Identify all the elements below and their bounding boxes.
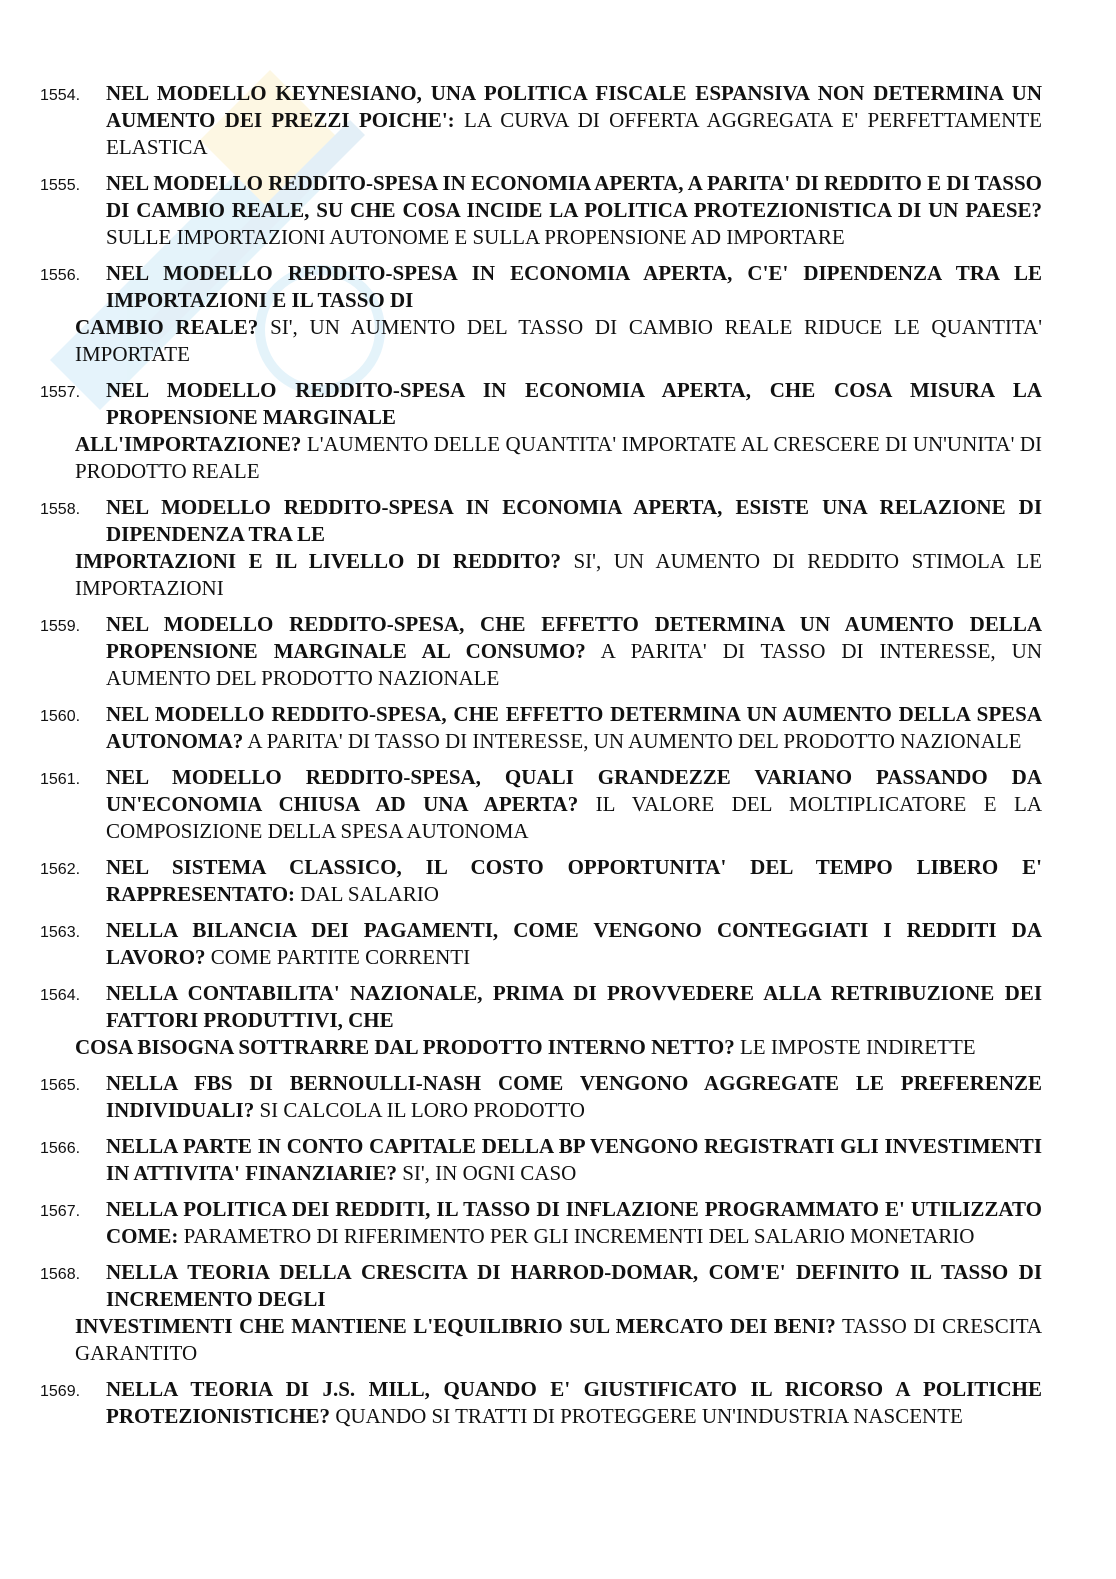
continuation-line — [75, 314, 1042, 368]
item-text — [106, 701, 1042, 755]
item-text — [106, 980, 1042, 1034]
answer-text: SULLE IMPORTAZIONI AUTONOME E SULLA PROPENSIONE AD IMPORTARE — [106, 225, 845, 249]
answer-text: IL VALORE DEL MOLTIPLICATORE E LA COMPOSIZIONE DELLA SPESA AUTONOMA — [106, 792, 1043, 843]
continuation-answer: SI', UN AUMENTO DI REDDITO STIMOLA LE IMPORTAZIONI — [75, 549, 1042, 600]
item-text — [106, 260, 1042, 314]
qa-item — [40, 1376, 1042, 1430]
continuation-question: ALL'IMPORTAZIONE? — [75, 432, 302, 456]
item-text — [106, 80, 1042, 161]
qa-item — [40, 1133, 1042, 1187]
item-number: 1568. — [40, 1266, 81, 1283]
item-number: 1562. — [40, 861, 81, 878]
item-number: 1569. — [40, 1383, 81, 1400]
answer-text: A PARITA' DI TASSO DI INTERESSE, UN AUMENTO DEL PRODOTTO NAZIONALE — [247, 729, 1022, 753]
answer-text: LA CURVA DI OFFERTA AGGREGATA E' PERFETTAMENTE ELASTICA — [106, 108, 1042, 159]
question-text: NEL MODELLO REDDITO-SPESA, CHE EFFETTO DETERMINA UN AUMENTO DELLA SPESA AUTONOMA? — [106, 702, 1042, 753]
continuation-answer: TASSO DI CRESCITA GARANTITO — [75, 1314, 1043, 1365]
question-text: NEL MODELLO REDDITO-SPESA, CHE EFFETTO DETERMINA UN AUMENTO DELLA PROPENSIONE MARGINALE AL CONSUMO? — [106, 612, 1042, 663]
qa-item — [40, 377, 1042, 485]
question-text: NEL MODELLO REDDITO-SPESA IN ECONOMIA APERTA, ESISTE UNA RELAZIONE DI DIPENDENZA TRA LE — [106, 495, 1042, 546]
qa-item — [40, 1196, 1042, 1250]
item-text — [106, 1070, 1042, 1124]
qa-item — [40, 764, 1042, 845]
question-text: NEL MODELLO REDDITO-SPESA IN ECONOMIA APERTA, A PARITA' DI REDDITO E DI TASSO DI CAMBIO REALE, SU CHE COSA INCIDE LA POLITICA PROTEZIONISTICA DI UN PAESE? — [106, 171, 1042, 222]
qa-item — [40, 611, 1042, 692]
item-number: 1561. — [40, 771, 81, 788]
answer-text: A PARITA' DI TASSO DI INTERESSE, UN AUMENTO DEL PRODOTTO NAZIONALE — [106, 639, 1042, 690]
item-number: 1556. — [40, 267, 81, 284]
continuation-question: IMPORTAZIONI E IL LIVELLO DI REDDITO? — [75, 549, 561, 573]
qa-item — [40, 980, 1042, 1061]
item-text — [106, 764, 1042, 845]
continuation-question: INVESTIMENTI CHE MANTIENE L'EQUILIBRIO SUL MERCATO DEI BENI? — [75, 1314, 836, 1338]
item-text — [106, 170, 1042, 251]
qa-item — [40, 1259, 1042, 1367]
item-number: 1566. — [40, 1140, 81, 1157]
question-text: NELLA TEORIA DELLA CRESCITA DI HARROD-DOMAR, COM'E' DEFINITO IL TASSO DI INCREMENTO DEGLI — [106, 1260, 1042, 1311]
question-text: NEL MODELLO REDDITO-SPESA IN ECONOMIA APERTA, CHE COSA MISURA LA PROPENSIONE MARGINALE — [106, 378, 1042, 429]
item-number: 1559. — [40, 618, 81, 635]
item-number: 1555. — [40, 177, 81, 194]
qa-item — [40, 170, 1042, 251]
question-text: NEL MODELLO REDDITO-SPESA IN ECONOMIA APERTA, C'E' DIPENDENZA TRA LE IMPORTAZIONI E IL TASSO DI — [106, 261, 1042, 312]
item-text — [106, 917, 1042, 971]
item-number: 1564. — [40, 987, 81, 1004]
continuation-line — [75, 548, 1042, 602]
continuation-line — [75, 431, 1042, 485]
item-number: 1563. — [40, 924, 81, 941]
qa-item — [40, 80, 1042, 161]
question-text: NELLA TEORIA DI J.S. MILL, QUANDO E' GIUSTIFICATO IL RICORSO A POLITICHE PROTEZIONISTICHE? — [106, 1377, 1042, 1428]
question-text: NEL MODELLO KEYNESIANO, UNA POLITICA FISCALE ESPANSIVA NON DETERMINA UN AUMENTO DEI PREZZI POICHE': — [106, 81, 1042, 132]
continuation-line — [75, 1313, 1042, 1367]
answer-text: COME PARTITE CORRENTI — [210, 945, 471, 969]
item-number: 1565. — [40, 1077, 81, 1094]
qa-item — [40, 854, 1042, 908]
item-number: 1558. — [40, 501, 81, 518]
document-page — [40, 80, 1042, 1439]
item-text — [106, 1259, 1042, 1313]
answer-text: DAL SALARIO — [300, 882, 439, 906]
qa-item — [40, 260, 1042, 368]
continuation-answer: LE IMPOSTE INDIRETTE — [739, 1035, 976, 1059]
question-text: NEL SISTEMA CLASSICO, IL COSTO OPPORTUNITA' DEL TEMPO LIBERO E' RAPPRESENTATO: — [106, 855, 1042, 906]
item-number: 1554. — [40, 87, 81, 104]
continuation-answer: L'AUMENTO DELLE QUANTITA' IMPORTATE AL CRESCERE DI UN'UNITA' DI PRODOTTO REALE — [75, 432, 1042, 483]
item-text — [106, 611, 1042, 692]
answer-text: SI CALCOLA IL LORO PRODOTTO — [259, 1098, 585, 1122]
item-number: 1557. — [40, 384, 81, 401]
question-text: NEL MODELLO REDDITO-SPESA, QUALI GRANDEZZE VARIANO PASSANDO DA UN'ECONOMIA CHIUSA AD UNA APERTA? — [106, 765, 1042, 816]
continuation-answer: SI', UN AUMENTO DEL TASSO DI CAMBIO REALE RIDUCE LE QUANTITA' IMPORTATE — [75, 315, 1042, 366]
item-text — [106, 494, 1042, 548]
item-number: 1560. — [40, 708, 81, 725]
continuation-question: COSA BISOGNA SOTTRARRE DAL PRODOTTO INTERNO NETTO? — [75, 1035, 735, 1059]
item-text — [106, 377, 1042, 431]
question-text: NELLA FBS DI BERNOULLI-NASH COME VENGONO AGGREGATE LE PREFERENZE INDIVIDUALI? — [106, 1071, 1042, 1122]
item-number: 1567. — [40, 1203, 81, 1220]
answer-text: QUANDO SI TRATTI DI PROTEGGERE UN'INDUSTRIA NASCENTE — [335, 1404, 963, 1428]
continuation-question: CAMBIO REALE? — [75, 315, 259, 339]
question-text: NELLA PARTE IN CONTO CAPITALE DELLA BP VENGONO REGISTRATI GLI INVESTIMENTI IN ATTIVITA' FINANZIARIE? — [106, 1134, 1042, 1185]
qa-item — [40, 701, 1042, 755]
qa-item — [40, 494, 1042, 602]
item-text — [106, 854, 1042, 908]
question-text: NELLA BILANCIA DEI PAGAMENTI, COME VENGONO CONTEGGIATI I REDDITI DA LAVORO? — [106, 918, 1042, 969]
question-text: NELLA POLITICA DEI REDDITI, IL TASSO DI INFLAZIONE PROGRAMMATO E' UTILIZZATO COME: — [106, 1197, 1042, 1248]
item-text — [106, 1133, 1042, 1187]
item-text — [106, 1376, 1042, 1430]
continuation-line — [75, 1034, 1042, 1061]
qa-item — [40, 1070, 1042, 1124]
item-text — [106, 1196, 1042, 1250]
question-text: NELLA CONTABILITA' NAZIONALE, PRIMA DI PROVVEDERE ALLA RETRIBUZIONE DEI FATTORI PRODUTTIVI, CHE — [106, 981, 1042, 1032]
qa-item — [40, 917, 1042, 971]
answer-text: SI', IN OGNI CASO — [402, 1161, 577, 1185]
answer-text: PARAMETRO DI RIFERIMENTO PER GLI INCREMENTI DEL SALARIO MONETARIO — [183, 1224, 975, 1248]
